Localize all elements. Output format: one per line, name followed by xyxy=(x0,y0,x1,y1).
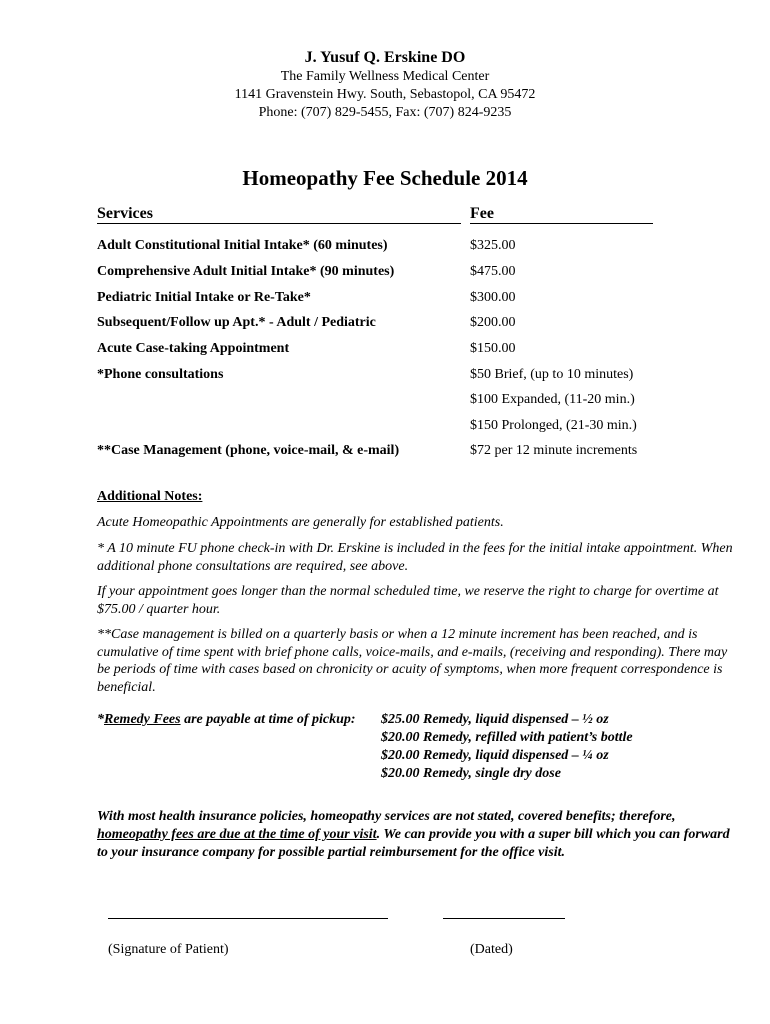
remedy-fees-label: Remedy Fees xyxy=(104,712,181,727)
fee-value: $100 Expanded, (11-20 min.) xyxy=(470,392,635,407)
remedy-line: $25.00 Remedy, liquid dispensed – ½ oz xyxy=(381,712,609,727)
service-label: **Case Management (phone, voice-mail, & e-mail) xyxy=(97,443,400,458)
clinic-address: 1141 Gravenstein Hwy. South, Sebastopol, CA 95472 xyxy=(234,87,536,102)
fee-value: $200.00 xyxy=(470,315,516,330)
fee-value: $150 Prolonged, (21-30 min.) xyxy=(470,418,637,433)
fee-value: $475.00 xyxy=(470,264,516,279)
note-item: * A 10 minute FU phone check-in with Dr. Erskine is included in the fees for the initial intake appointment. When additional phone consultations are required, see above. xyxy=(97,541,733,574)
clinic-name: The Family Wellness Medical Center xyxy=(280,69,490,84)
service-label: Comprehensive Adult Initial Intake* (90 minutes) xyxy=(97,264,395,279)
doctor-name: J. Yusuf Q. Erskine DO xyxy=(304,49,466,66)
patient-signature-line[interactable] xyxy=(108,918,388,919)
date-label: (Dated) xyxy=(470,942,513,957)
service-label: Adult Constitutional Initial Intake* (60 minutes) xyxy=(97,238,388,253)
service-label: Subsequent/Follow up Apt.* - Adult / Pediatric xyxy=(97,315,376,330)
remedy-fees-intro: *Remedy Fees are payable at time of pickup: xyxy=(97,712,356,727)
fee-value: $325.00 xyxy=(470,238,516,253)
page-title: Homeopathy Fee Schedule 2014 xyxy=(242,166,528,190)
fee-value: $150.00 xyxy=(470,341,516,356)
clinic-phone: Phone: (707) 829-5455, Fax: (707) 824-9235 xyxy=(258,105,512,120)
remedy-line: $20.00 Remedy, liquid dispensed – ¼ oz xyxy=(381,748,609,763)
fee-column-header: Fee xyxy=(470,204,653,224)
note-item: **Case management is billed on a quarterly basis or when a 12 minute increment has been reached, and is cumulative of time spent with brief phone calls, voice-mails, and e-mails, (receiving and responding). There may be periods of time with cases based on chronicity or acuity of symptoms, when more frequent correspondence is beneficial. xyxy=(97,627,728,695)
remedy-line: $20.00 Remedy, single dry dose xyxy=(381,766,561,781)
note-item: Acute Homeopathic Appointments are generally for established patients. xyxy=(97,515,504,530)
service-label: *Phone consultations xyxy=(97,367,224,382)
services-column-header: Services xyxy=(97,204,461,224)
fee-value: $72 per 12 minute increments xyxy=(470,443,638,458)
date-signature-line[interactable] xyxy=(443,918,565,919)
insurance-note: With most health insurance policies, homeopathy services are not stated, covered benefits; therefore, homeopathy fees are due at the time of your visit. We can provide you with a super bill which you can forward to your insurance company for possible partial reimbursement for the office visit. xyxy=(97,809,730,860)
note-item: If your appointment goes longer than the normal scheduled time, we reserve the right to charge for overtime at $75.00 / quarter hour. xyxy=(97,584,719,617)
fee-value: $50 Brief, (up to 10 minutes) xyxy=(470,367,634,382)
remedy-line: $20.00 Remedy, refilled with patient’s bottle xyxy=(381,730,633,745)
service-label: Pediatric Initial Intake or Re-Take* xyxy=(97,290,311,305)
service-label: Acute Case-taking Appointment xyxy=(97,341,290,356)
patient-signature-label: (Signature of Patient) xyxy=(108,942,229,957)
fees-due-emphasis: homeopathy fees are due at the time of your visit xyxy=(97,827,377,842)
fee-value: $300.00 xyxy=(470,290,516,305)
notes-heading: Additional Notes: xyxy=(97,489,203,504)
